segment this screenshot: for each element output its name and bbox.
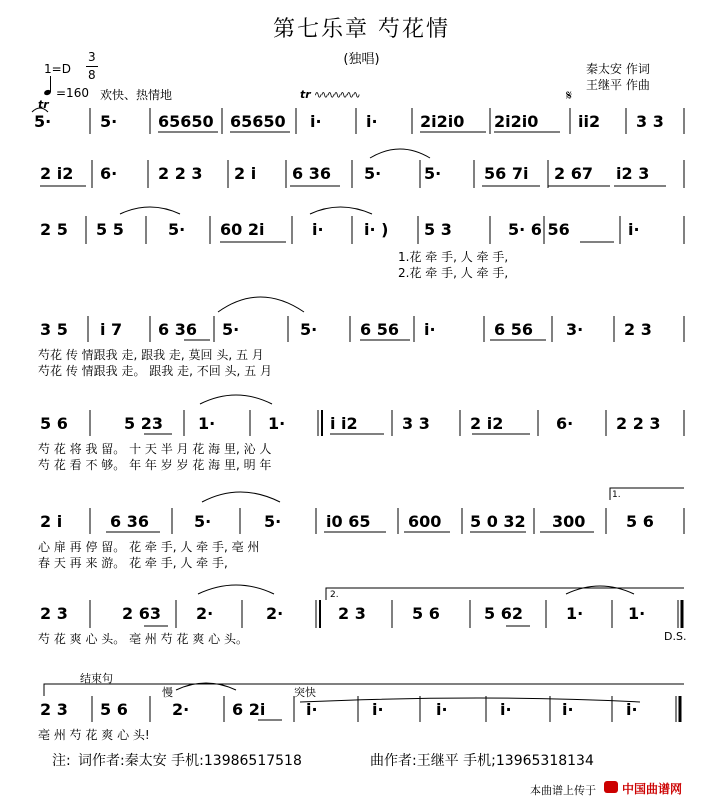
bar: 2· <box>172 700 190 719</box>
bar: i 7 <box>100 320 123 339</box>
bar: 5 3 <box>424 220 452 239</box>
bar-1: 5· <box>34 112 52 131</box>
bar: i· <box>500 700 512 719</box>
trill-mark: tr <box>38 98 49 111</box>
bar: i i2 <box>330 414 358 433</box>
bar: 1· <box>566 604 584 623</box>
bar: 2 67 <box>554 164 593 183</box>
tempo-value: =160 <box>56 86 89 100</box>
bar: i· <box>562 700 574 719</box>
footer-composer-info: 曲作者:王继平 手机;13965318134 <box>370 753 594 769</box>
bar-10: 3 3 <box>636 112 664 131</box>
trill-wave: ∿∿∿∿∿∿∿ <box>314 90 359 101</box>
slur <box>310 207 372 214</box>
bar: 5 6 <box>40 414 68 433</box>
bar: 5· <box>222 320 240 339</box>
bar: i· <box>626 700 638 719</box>
bar: i· <box>312 220 324 239</box>
volta-2-bracket <box>326 588 684 600</box>
lyrics-verse-1: 芍 花 爽 心 头。 亳 州 芍 花 爽 心 头。 <box>38 632 248 646</box>
slur <box>202 492 280 502</box>
bar: 1· <box>268 414 286 433</box>
slur <box>300 698 640 702</box>
bar: 2 2 3 <box>158 164 203 183</box>
row-7-barlines <box>90 600 682 628</box>
slur <box>566 586 634 594</box>
bar: i· <box>306 700 318 719</box>
bar: 5· <box>424 164 442 183</box>
bar: i2 3 <box>616 164 650 183</box>
page-subtitle: (独唱) <box>343 52 380 67</box>
slur <box>198 585 274 594</box>
bar: i· ) <box>364 220 389 239</box>
coda-bracket <box>44 684 684 696</box>
bar: 5· 6 56 <box>508 220 570 239</box>
bar: 5 5 <box>96 220 124 239</box>
bar: 2 3 <box>624 320 652 339</box>
slur <box>218 297 304 312</box>
bar: 2 i <box>40 512 63 531</box>
bar: 5· <box>300 320 318 339</box>
bar: i· <box>372 700 384 719</box>
key-signature: 1=D <box>44 62 71 76</box>
bar: 2 i2 <box>470 414 504 433</box>
tempo-slow-mark: 慢 <box>162 686 173 699</box>
bar: 3· <box>566 320 584 339</box>
bar: 2 63 <box>122 604 161 623</box>
slur <box>120 207 180 214</box>
bar: 56 7i <box>484 164 529 183</box>
bar: 2 3 <box>338 604 366 623</box>
bar: 60 2i <box>220 220 265 239</box>
bar: 5· <box>168 220 186 239</box>
bar: 6 56 <box>360 320 399 339</box>
bar: 6 36 <box>110 512 149 531</box>
lyrics-verse-1: 亳 州 芍 花 爽 心 头! <box>38 728 150 742</box>
bar: 2 5 <box>40 220 68 239</box>
bar: 2 i <box>234 164 257 183</box>
row-6-barlines <box>90 508 684 534</box>
bar: 5 23 <box>124 414 163 433</box>
lyricist-credit: 秦太安 作词 <box>586 62 650 76</box>
segno-icon: 𝄋 <box>566 88 573 104</box>
bar: 5 62 <box>484 604 523 623</box>
lyrics-verse-2: 芍花 传 情跟我 走。 跟我 走, 不回 头, 五 月 <box>38 364 272 378</box>
bar: i0 65 <box>326 512 371 531</box>
footer-lyricist-info: 词作者:秦太安 手机:13986517518 <box>78 753 302 769</box>
lyrics-verse-1: 芍花 传 情跟我 走, 跟我 走, 莫回 头, 五 月 <box>38 348 264 362</box>
bar-6: i· <box>366 112 378 131</box>
bar: 2 i2 <box>40 164 74 183</box>
bar: 6· <box>100 164 118 183</box>
bar: 6 36 <box>292 164 331 183</box>
tempo-fast-mark: 突快 <box>294 686 316 699</box>
bar: 600 <box>408 512 442 531</box>
slur <box>200 395 272 404</box>
bar: 6 2i <box>232 700 266 719</box>
tempo-mood: 欢快、热情地 <box>100 88 173 102</box>
bar-4: 65650 <box>230 112 286 131</box>
lyrics-verse-1: 芍 花 将 我 留。 十 天 半 月 花 海 里, 沁 人 <box>38 442 272 456</box>
bar: 5 6 <box>626 512 654 531</box>
bar: 2 3 <box>40 604 68 623</box>
bar: 3 3 <box>402 414 430 433</box>
page-title: 第七乐章 芍花情 <box>273 17 450 42</box>
bar: 1· <box>628 604 646 623</box>
lyrics-verse-2: 芍 花 看 不 够。 年 年 岁 岁 花 海 里, 明 年 <box>38 458 272 472</box>
bar-5: i· <box>310 112 322 131</box>
volta-1-bracket <box>610 488 684 500</box>
bar: 6 36 <box>158 320 197 339</box>
bar-2: 5· <box>100 112 118 131</box>
time-numerator: 3 <box>88 50 96 64</box>
bar: 6 56 <box>494 320 533 339</box>
bar: 1· <box>198 414 216 433</box>
lyrics-verse-1: 心 扉 再 停 留。 花 牵 手, 人 牵 手, 亳 州 <box>38 540 260 554</box>
bar-8: 2i2i0 <box>494 112 539 131</box>
bar: 2· <box>266 604 284 623</box>
bar: 5 6 <box>100 700 128 719</box>
bar: 300 <box>552 512 586 531</box>
lyrics-verse-1: 1.花 牵 手, 人 牵 手, <box>398 250 509 264</box>
lyrics-verse-2: 2.花 牵 手, 人 牵 手, <box>398 266 509 280</box>
row-5-barlines <box>90 410 684 436</box>
bar: 2 2 3 <box>616 414 661 433</box>
bar: 5· <box>364 164 382 183</box>
bar: 6· <box>556 414 574 433</box>
bar: 5 6 <box>412 604 440 623</box>
bar-7: 2i2i0 <box>420 112 465 131</box>
bar: 3 5 <box>40 320 68 339</box>
site-name[interactable]: 中国曲谱网 <box>622 782 683 796</box>
da-segno-mark: D.S. <box>664 630 687 643</box>
slur <box>370 149 430 158</box>
bar: 5· <box>264 512 282 531</box>
footer-note-label: 注: <box>52 753 71 769</box>
source-text: 本曲谱上传于 <box>530 784 596 797</box>
volta-2-label: 2. <box>330 590 339 600</box>
bar: i· <box>628 220 640 239</box>
time-denominator: 8 <box>88 68 96 82</box>
bar: 2 3 <box>40 700 68 719</box>
bar: i· <box>424 320 436 339</box>
bar-3: 65650 <box>158 112 214 131</box>
bar: 2· <box>196 604 214 623</box>
coda-label: 结束句 <box>80 672 113 685</box>
bar: 5· <box>194 512 212 531</box>
volta-1-label: 1. <box>612 490 621 500</box>
trill-mark-2: tr <box>300 88 311 101</box>
bar: 5 0 32 <box>470 512 526 531</box>
lyrics-verse-2: 春 天 再 来 游。 花 牵 手, 人 牵 手, <box>38 556 228 570</box>
bar: i· <box>436 700 448 719</box>
composer-credit: 王继平 作曲 <box>586 78 650 92</box>
bar-9: ii2 <box>578 112 601 131</box>
site-logo-icon <box>604 781 618 793</box>
